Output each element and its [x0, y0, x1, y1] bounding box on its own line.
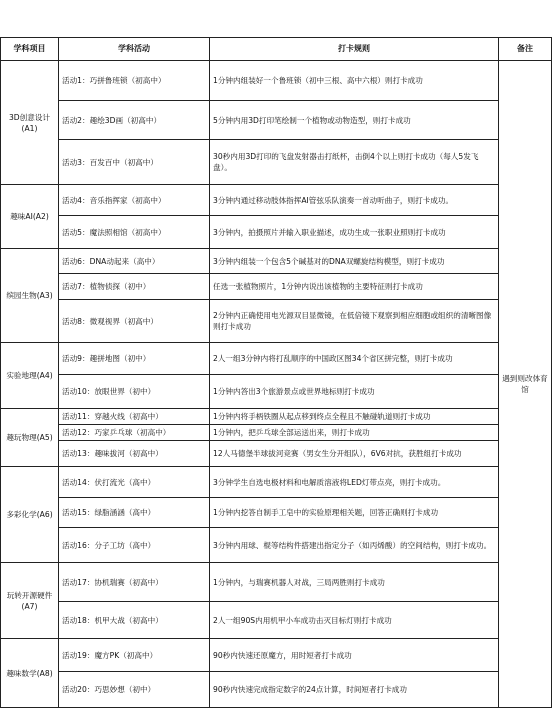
table-row [1, 528, 552, 563]
table-row [1, 672, 552, 708]
header-rule: 打卡规则 [210, 38, 499, 61]
activity-cell: 活动14：伏打流光（高中） [59, 467, 210, 498]
table-row [1, 140, 552, 185]
table-row [1, 441, 552, 467]
category-a4: 实验地理(A4) [1, 343, 59, 409]
activity-cell: 活动3：百发百中（初高中） [59, 140, 210, 185]
table-row [1, 61, 552, 101]
category-a1: 3D创意设计(A1) [1, 61, 59, 185]
activity-cell: 活动5：魔法照相馆（初高中） [59, 216, 210, 249]
rule-cell: 90秒内快速完成指定数字的24点计算，时间短者打卡成功 [210, 672, 499, 708]
activity-cell: 活动4：音乐指挥家（初高中） [59, 185, 210, 216]
category-a8: 趣味数学(A8) [1, 639, 59, 708]
category-a7: 玩转开源硬件(A7) [1, 563, 59, 639]
rule-cell: 任选一张植物照片，1分钟内说出该植物的主要特征则打卡成功 [210, 274, 499, 300]
activity-cell: 活动13：趣味拔河（初高中） [59, 441, 210, 467]
category-a3: 缤园生物(A3) [1, 249, 59, 343]
category-a2: 趣味AI(A2) [1, 185, 59, 249]
activity-cell: 活动18：机甲大战（初高中） [59, 602, 210, 639]
rule-cell: 1分钟内，与瑞赛机器人对战，三局两胜则打卡成功 [210, 563, 499, 602]
rule-cell: 1分钟内答出3个旅游景点或世界地标则打卡成功 [210, 375, 499, 409]
activity-cell: 活动8：微观视界（初高中） [59, 300, 210, 343]
table-row [1, 639, 552, 672]
activity-cell: 活动16：分子工坊（高中） [59, 528, 210, 563]
table-row [1, 101, 552, 140]
rule-cell: 2人一组3分钟内将打乱顺序的中国政区图34个省区拼完整，则打卡成功 [210, 343, 499, 375]
table-row [1, 249, 552, 274]
rule-cell: 3分钟内通过移动肢体指挥AI管弦乐队演奏一首动听曲子，则打卡成功。 [210, 185, 499, 216]
table-row [1, 602, 552, 639]
rule-cell: 90秒内快速还原魔方，用时短者打卡成功 [210, 639, 499, 672]
table-row [1, 300, 552, 343]
table-row [1, 216, 552, 249]
table-row [1, 425, 552, 441]
table-row [1, 409, 552, 425]
header-activity: 学科活动 [59, 38, 210, 61]
header-note: 备注 [499, 38, 552, 61]
rule-cell: 30秒内用3D打印的飞盘发射器击打纸杯，击倒4个以上则打卡成功（每人5发飞盘）。 [210, 140, 499, 185]
rule-cell: 12人马德堡半球拔河竞赛（男女生分开组队），6V6对抗，获胜组打卡成功 [210, 441, 499, 467]
table-row [1, 375, 552, 409]
rule-cell: 1分钟内挖答自制手工皂中的实验原理相关题，回答正确则打卡成功 [210, 498, 499, 528]
table-row [1, 343, 552, 375]
rule-cell: 1分钟内，把乒乓球全部运送出来，则打卡成功 [210, 425, 499, 441]
rules-document [0, 37, 552, 708]
activity-cell: 活动9：趣拼地图（初中） [59, 343, 210, 375]
rule-cell: 2人一组90S内用机甲小车成功击灭目标灯则打卡成功 [210, 602, 499, 639]
activity-cell: 活动11：穿越火线（初高中） [59, 409, 210, 425]
category-a5: 趣玩物理(A5) [1, 409, 59, 467]
header-row [1, 38, 552, 61]
activity-cell: 活动1：巧拼鲁班锁（初高中） [59, 61, 210, 101]
activity-cell: 活动7：植物侦探（初中） [59, 274, 210, 300]
rule-cell: 1分钟内将手柄铁圈从起点移到终点全程且不触碰轨道则打卡成功 [210, 409, 499, 425]
table-row [1, 467, 552, 498]
activity-cell: 活动6：DNA动起来（高中） [59, 249, 210, 274]
activity-cell: 活动12：巧家乒乓球（初高中） [59, 425, 210, 441]
activity-cell: 活动17：协机瑞赛（初高中） [59, 563, 210, 602]
rule-cell: 3分钟内组装一个包含5个碱基对的DNA双螺旋结构模型，则打卡成功 [210, 249, 499, 274]
rule-cell: 3分钟内用球、棍等结构件搭建出指定分子（如丙烯酸）的空间结构，则打卡成功。 [210, 528, 499, 563]
note-cell: 遇到则改体育馆 [499, 61, 552, 708]
rule-cell: 2分钟内正确使用电光源双目显微镜，在低倍镜下观察到相应细胞或组织的清晰图像则打卡成功 [210, 300, 499, 343]
header-category: 学科项目 [1, 38, 59, 61]
table-row [1, 185, 552, 216]
activity-cell: 活动10：放眼世界（初中） [59, 375, 210, 409]
rules-table [0, 37, 552, 708]
category-a6: 多彩化学(A6) [1, 467, 59, 563]
activity-cell: 活动20：巧思妙想（初中） [59, 672, 210, 708]
rule-cell: 3分钟学生自选电极材料和电解质溶液将LED灯带点亮，则打卡成功。 [210, 467, 499, 498]
rule-cell: 5分钟内用3D打印笔绘制一个植物或动物造型，则打卡成功 [210, 101, 499, 140]
activity-cell: 活动2：趣绘3D画（初高中） [59, 101, 210, 140]
table-row [1, 498, 552, 528]
rule-cell: 1分钟内组装好一个鲁班锁（初中三根、高中六根）则打卡成功 [210, 61, 499, 101]
table-row [1, 274, 552, 300]
rule-cell: 3分钟内，拍摄照片并输入职业描述，成功生成一张职业照则打卡成功 [210, 216, 499, 249]
activity-cell: 活动19：魔方PK（初高中） [59, 639, 210, 672]
activity-cell: 活动15：绿脂涵涵（高中） [59, 498, 210, 528]
table-row [1, 563, 552, 602]
